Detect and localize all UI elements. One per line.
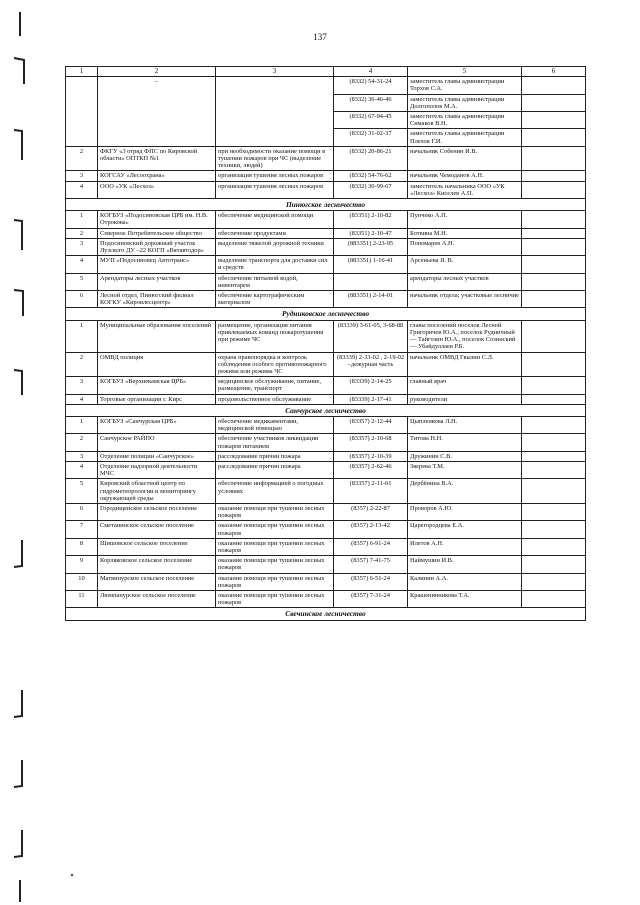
note-cell (522, 556, 586, 573)
person-cell: Калинин А.А. (408, 573, 522, 590)
organization-cell: Северное Потребительское общество (98, 228, 216, 238)
phone-cell: (83339) 3-61-05, 3-68-88 (334, 320, 408, 352)
task-cell: обеспечение питьевой водой, инвентарем (216, 273, 334, 290)
note-cell (522, 129, 586, 146)
row-number-cell: 2 (66, 228, 98, 238)
row-number-cell: 11 (66, 590, 98, 607)
note-cell (522, 416, 586, 433)
table-row (66, 377, 586, 394)
person-cell: Дружинин С.В. (408, 451, 522, 461)
organization-cell: Корляковское сельское поселение (98, 556, 216, 573)
person-cell: руководители (408, 394, 522, 404)
row-number-cell: 6 (66, 503, 98, 520)
row-number-cell: 3 (66, 171, 98, 181)
table-row (66, 238, 586, 255)
row-number-cell: 1 (66, 416, 98, 433)
section-row (66, 308, 586, 320)
person-cell: Арсеньева Я. В. (408, 256, 522, 273)
organization-cell: Торговые организации г. Кирс (98, 394, 216, 404)
row-number-cell: 4 (66, 181, 98, 198)
note-cell (522, 434, 586, 451)
phone-cell: (883351) 1-16-41 (334, 256, 408, 273)
row-number-cell: 1 (66, 211, 98, 228)
row-number-cell: 4 (66, 461, 98, 478)
organization-cell: Лесной отдел, Пинюгский филиал КОГКУ «Кировлесцентр» (98, 291, 216, 308)
organization-cell: Отделение надзорной деятельности МЧС (98, 461, 216, 478)
phone-cell: (83339) 2-17-41 (334, 394, 408, 404)
row-number-cell: 7 (66, 521, 98, 538)
phone-cell: (883351) 2-14-01 (334, 291, 408, 308)
phone-cell: (83357) 2-12-44 (334, 416, 408, 433)
task-cell: при необходимости оказание помощи в тушении пожаров при ЧС (выделение техники, людей) (216, 146, 334, 171)
row-number-cell: 2 (66, 146, 98, 171)
organization-cell: КОГБУЗ «Санчурская ЦРБ» (98, 416, 216, 433)
task-cell: оказание помощи при тушении лесных пожаров (216, 590, 334, 607)
row-number-cell: 1 (66, 320, 98, 352)
row-number-cell: 2 (66, 352, 98, 377)
note-cell (522, 451, 586, 461)
table-row (66, 273, 586, 290)
note-cell (522, 146, 586, 171)
note-cell (522, 228, 586, 238)
phone-cell: (8357) 7-31-24 (334, 590, 408, 607)
section-title: Пинюгское лесничество (66, 199, 586, 211)
phone-cell: (83339) 2-33-02 , 2-19-02 –дежурная часть (334, 352, 408, 377)
table-row (66, 590, 586, 607)
phone-cell: (83357) 2-10-39 (334, 451, 408, 461)
task-cell: организация тушения лесных пожаров (216, 171, 334, 181)
row-number-cell: 2 (66, 434, 98, 451)
phone-cell: (8332) 67-94-45 (334, 112, 408, 129)
organization-cell: КОГСАУ «Лесоохрана» (98, 171, 216, 181)
table-row (66, 181, 586, 198)
task-cell: обеспечение продуктами (216, 228, 334, 238)
contacts-table (65, 66, 586, 621)
table-row (66, 573, 586, 590)
organization-cell: ФКГУ «3 отряд ФПС по Кировской области» ОПТКП №1 (98, 146, 216, 171)
note-cell (522, 211, 586, 228)
phone-cell: (8332) 36-46-46 (334, 94, 408, 111)
organization-cell: КОГБУЗ «Верхнекамская ЦРБ» (98, 377, 216, 394)
phone-cell: (83351) 2-10-47 (334, 228, 408, 238)
section-title: Свечинское лесничество (66, 608, 586, 620)
note-cell (522, 573, 586, 590)
note-cell (522, 538, 586, 555)
phone-cell: (8357) 2-22-87 (334, 503, 408, 520)
task-cell: оказание помощи при тушении лесных пожаров (216, 521, 334, 538)
table-row (66, 394, 586, 404)
table-row (66, 451, 586, 461)
table-row (66, 211, 586, 228)
organization-cell: Кировский областной центр по гидрометеорологии и мониторингу окружающей среды (98, 479, 216, 504)
table-row (66, 521, 586, 538)
row-number-cell (66, 77, 98, 147)
person-cell: Ботвина М.Н. (408, 228, 522, 238)
phone-cell: (8357) 2-13-42 (334, 521, 408, 538)
task-cell: выделение тяжелой дорожной техники (216, 238, 334, 255)
organization-cell: Отделение полиции «Санчурское» (98, 451, 216, 461)
task-cell: продовольственное обслуживание (216, 394, 334, 404)
task-cell: организация тушения лесных пожаров (216, 181, 334, 198)
organization-cell: КОГБУЗ «Подосиновская ЦРБ им. Н.В. Отрокова» (98, 211, 216, 228)
person-cell: заместитель главы администрации Симаков В.Н. (408, 112, 522, 129)
organization-cell: Сметанинское сельское поселение (98, 521, 216, 538)
phone-cell: (8332) 54-31-24 (334, 77, 408, 94)
phone-cell: (8332) 54-76-62 (334, 171, 408, 181)
organization-cell: ООО «УК «Лесхоз» (98, 181, 216, 198)
section-row (66, 608, 586, 620)
phone-cell: (8357) 6-91-24 (334, 538, 408, 555)
phone-cell: (883351) 2-23-95 (334, 238, 408, 255)
organization-cell: Муниципальные образования поселений (98, 320, 216, 352)
task-cell: оказание помощи при тушении лесных пожаров (216, 538, 334, 555)
table-row (66, 228, 586, 238)
person-cell: Царегородцева Е.А. (408, 521, 522, 538)
person-cell: Титова Н.Н. (408, 434, 522, 451)
task-cell: оказание помощи при тушении лесных пожаров (216, 573, 334, 590)
person-cell: арендаторы лесных участков (408, 273, 522, 290)
page-number: 137 (313, 32, 327, 42)
header-row (66, 67, 586, 77)
table-row (66, 352, 586, 377)
person-cell: Цыпленкова Л.Н. (408, 416, 522, 433)
table-row (66, 146, 586, 171)
task-cell: обеспечение информацией о погодных условиях (216, 479, 334, 504)
note-cell (522, 256, 586, 273)
organization-cell: МУП «Подосиновец Автотранс» (98, 256, 216, 273)
table-row (66, 320, 586, 352)
table-row (66, 434, 586, 451)
table-row (66, 256, 586, 273)
note-cell (522, 171, 586, 181)
task-cell: расследование причин пожара (216, 461, 334, 478)
row-number-cell: 9 (66, 556, 98, 573)
task-cell: оказание помощи при тушении лесных пожаров (216, 556, 334, 573)
task-cell: расследование причин пожара (216, 451, 334, 461)
table-body (66, 67, 586, 621)
task-cell: охрана правопорядка и контроль соблюдения особого противопожарного режима или режима ЧС (216, 352, 334, 377)
table-row (66, 416, 586, 433)
person-cell: заместитель главы администрации Плехов Г.И. (408, 129, 522, 146)
person-cell: заместитель главы администрации Торхов С.А. (408, 77, 522, 94)
row-number-cell: 3 (66, 238, 98, 255)
row-number-cell: 10 (66, 573, 98, 590)
phone-cell: (8357) 6-51-24 (334, 573, 408, 590)
row-number-cell: 4 (66, 394, 98, 404)
task-cell: обеспечение участников ликвидации пожаров питанием (216, 434, 334, 451)
row-number-cell: 5 (66, 479, 98, 504)
phone-cell: (83357) 2-62-46 (334, 461, 408, 478)
phone-cell: (83351) 2-10-82 (334, 211, 408, 228)
organization-cell: Санчурское РАЙПО (98, 434, 216, 451)
note-cell (522, 521, 586, 538)
note-cell (522, 320, 586, 352)
table-row (66, 171, 586, 181)
note-cell (522, 77, 586, 94)
organization-cell: Городищенское сельское поселение (98, 503, 216, 520)
column-header: 4 (334, 67, 408, 77)
person-cell: Пономарев А.Н. (408, 238, 522, 255)
row-number-cell: 3 (66, 377, 98, 394)
organization-cell: ОМВД полиция (98, 352, 216, 377)
task-cell: размещение, организация питания привлекаемых команд пожаротушения при режиме ЧС (216, 320, 334, 352)
row-number-cell: 3 (66, 451, 98, 461)
note-cell (522, 503, 586, 520)
row-number-cell: 6 (66, 291, 98, 308)
organization-cell: Матвинурское сельское поселение (98, 573, 216, 590)
table-row (66, 503, 586, 520)
note-cell (522, 461, 586, 478)
person-cell: заместитель главы администрации Долгополов М.А. (408, 94, 522, 111)
task-cell: медицинское обслуживание, питание, размещение, транспорт (216, 377, 334, 394)
section-title: Рудниковское лесничество (66, 308, 586, 320)
note-cell (522, 352, 586, 377)
column-header: 6 (522, 67, 586, 77)
person-cell: Илетов А.Н. (408, 538, 522, 555)
table-row (66, 291, 586, 308)
column-header: 3 (216, 67, 334, 77)
task-cell: обеспечение картографическим материалом (216, 291, 334, 308)
row-number-cell: 5 (66, 273, 98, 290)
phone-cell: (8332) 31-02-37 (334, 129, 408, 146)
task-cell: оказание помощи при тушении лесных пожаров (216, 503, 334, 520)
column-header: 5 (408, 67, 522, 77)
person-cell: начальник отдела; участковые лесничие (408, 291, 522, 308)
note-cell (522, 112, 586, 129)
person-cell: Зверева Т.М. (408, 461, 522, 478)
person-cell: Дербёнина В.А. (408, 479, 522, 504)
person-cell: главы поселений поселок Лесной Григоричев Ю.А., поселок Рудничный — Тайгозин Ю.А., поселок Созинский — Убайдуллаев Р.Б. (408, 320, 522, 352)
phone-cell (334, 273, 408, 290)
phone-cell: (8357) 7-41-75 (334, 556, 408, 573)
person-cell: заместитель начальника ООО «УК «Лесхоз» Киселев А.П. (408, 181, 522, 198)
person-cell: Наймушин И.В. (408, 556, 522, 573)
task-cell: обеспечение медикаментами, медицинской помощью (216, 416, 334, 433)
column-header: 2 (98, 67, 216, 77)
note-cell (522, 394, 586, 404)
table-row (66, 556, 586, 573)
section-row (66, 404, 586, 416)
person-cell: Крашенинникова Т.А. (408, 590, 522, 607)
task-cell: выделение транспорта для доставки сил и средств (216, 256, 334, 273)
person-cell: Проворов А.Ю. (408, 503, 522, 520)
row-number-cell: 8 (66, 538, 98, 555)
table-row (66, 461, 586, 478)
table-row (66, 77, 586, 94)
table-row (66, 479, 586, 504)
organization-cell: Арендаторы лесных участков (98, 273, 216, 290)
person-cell: начальник Собенин И.В. (408, 146, 522, 171)
note-cell (522, 238, 586, 255)
note-cell (522, 590, 586, 607)
section-row (66, 199, 586, 211)
row-number-cell: 4 (66, 256, 98, 273)
phone-cell: (8332) 30-99-67 (334, 181, 408, 198)
person-cell: начальник ОМВД Гвызин С.Л. (408, 352, 522, 377)
note-cell (522, 94, 586, 111)
person-cell: главный врач (408, 377, 522, 394)
organization-cell: Люмпанурское сельское поселение (98, 590, 216, 607)
note-cell (522, 181, 586, 198)
phone-cell: (83357) 2-10-68 (334, 434, 408, 451)
column-header: 1 (66, 67, 98, 77)
person-cell: начальник Чемоданов А.Н. (408, 171, 522, 181)
phone-cell: (83339) 2-14-25 (334, 377, 408, 394)
note-cell (522, 291, 586, 308)
organization-cell: Шишовское сельское поселение (98, 538, 216, 555)
continuation-dash: – (154, 78, 159, 86)
section-title: Санчурское лесничество (66, 404, 586, 416)
phone-cell: (8332) 20-86-21 (334, 146, 408, 171)
note-cell (522, 377, 586, 394)
organization-cell (98, 77, 216, 147)
table-row (66, 538, 586, 555)
phone-cell: (83357) 2-11-61 (334, 479, 408, 504)
person-cell: Пунчеко А.П. (408, 211, 522, 228)
organization-cell: Подосиновский дорожный участок Лузского ДУ –22 КОГП «Вятавтодор» (98, 238, 216, 255)
task-cell: обеспечение медицинской помощи (216, 211, 334, 228)
note-cell (522, 273, 586, 290)
note-cell (522, 479, 586, 504)
task-cell (216, 77, 334, 147)
